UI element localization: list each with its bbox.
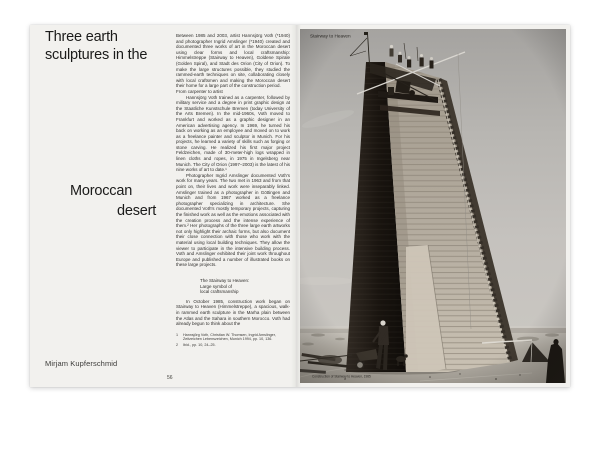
subhead-2-line-1: The Stairway to Heaven: — [200, 277, 250, 283]
article-subhead-1: From carpenter to artist — [176, 88, 223, 94]
photo-label: Stairway to Heaven — [310, 33, 351, 39]
article-paragraph-3: Photographer Ingrid Amslinger documented Voth's work for many years. The two met in 1963 and from that point on, their lives and work were inseparably linked. Amslinger trained as a photographer in Göttingen and Munich and from 1967 worked as a freelance photographer specializing in architecture. She documented Voth's mostly temporary projects, capturing the finished work as well as the emotions associated with the creation process and the intense experience of them.² Her photographs of the three large earth artworks not only highlight their archaic forms, but also document their close connection with those who work with the material using local building techniques. They allow the viewer to participate in the intensive building process. Voth and Amslinger exhibited their joint work throughout Europe and published a number of illustrated books on these large projects. — [176, 172, 290, 268]
right-page — [296, 25, 570, 387]
construction-photo — [300, 29, 566, 383]
left-page — [30, 25, 296, 387]
subhead-2-line-3: local craftsmanship — [200, 289, 239, 295]
article-paragraph-1: Between 1985 and 2003, artist Hannsjörg Voth (*1940) and photographer Ingrid Amslinger (*1940) created and documented three works of art in the Moroccan desert using clear forms and local craftsmanship: Himmelstreppe (Stairway to Heaven), Goldene Spirale (Golden Spiral), and Stadt des Orion (City of Orion). To make the large structures possible, they studied the rammed-earth techniques on site, collaborating closely with local craftsmen and making the Moroccan desert their home for a large part of the construction period. — [176, 33, 290, 89]
author-name: Mirjam Kupferschmid — [45, 359, 118, 368]
footnote-number: 2 — [176, 342, 179, 347]
footnote-text: Ibid., pp. 10, 24–25. — [183, 342, 216, 347]
footnote-item — [176, 333, 290, 342]
footnote-number: 1 — [176, 332, 179, 337]
page-number: 56 — [167, 375, 173, 381]
page-title-line-3: Moroccan — [70, 183, 133, 199]
book-spread — [30, 25, 570, 387]
page-title-line-1: Three earth — [45, 29, 118, 45]
subhead-2-line-2: Large symbol of — [200, 283, 233, 289]
photo-caption: Construction of Stairway to Heaven, 1985 — [312, 374, 371, 379]
page-title-line-4: desert — [117, 203, 157, 219]
page-title-line-2: sculptures in the — [45, 47, 148, 63]
article-subhead-2 — [200, 278, 290, 295]
article-paragraph-2: Hannsjörg Voth trained as a carpenter, followed by military service and a degree in print graphic design at the Staatliche Kunstschule Bremen (today University of the Arts Bremen). In the mid-1960s, Voth moved to Frankfurt and worked as a graphic designer in an American advertising agency. In 1969, he turned his back on working as an employee and moved on to work as a freelance painter and sculptor in Munich. For his projects, he learned a variety of skills such as forging or stone carving. He realized his first major project Feldzeichen, made of 30-meter-high logs wrapped in linen cloths and ropes, in 1975 in Ingelsberg near Munich. The City of Orion (1997–2003) is the latest of his nine works of art to date.¹ — [176, 94, 290, 173]
footnote-text: Hannsjörg Voth, Christian W. Thomsen, Ingrid Amslinger, Zeitzeichen Lebenszeichen, Munich 1994, pp. 10, 136. — [183, 332, 276, 342]
photo-vignette — [300, 29, 566, 383]
article-text-column — [176, 33, 290, 383]
footnote-item — [176, 343, 290, 348]
article-paragraph-4: In October 1985, construction work began on Stairway to Heaven (Himmelstreppe), a spacious, walk-in rammed earth sculpture in the Marha plain between the Atlas and the Sahara in southern Morocco. Voth had already begun to think about the — [176, 298, 290, 327]
footnotes — [176, 333, 290, 348]
